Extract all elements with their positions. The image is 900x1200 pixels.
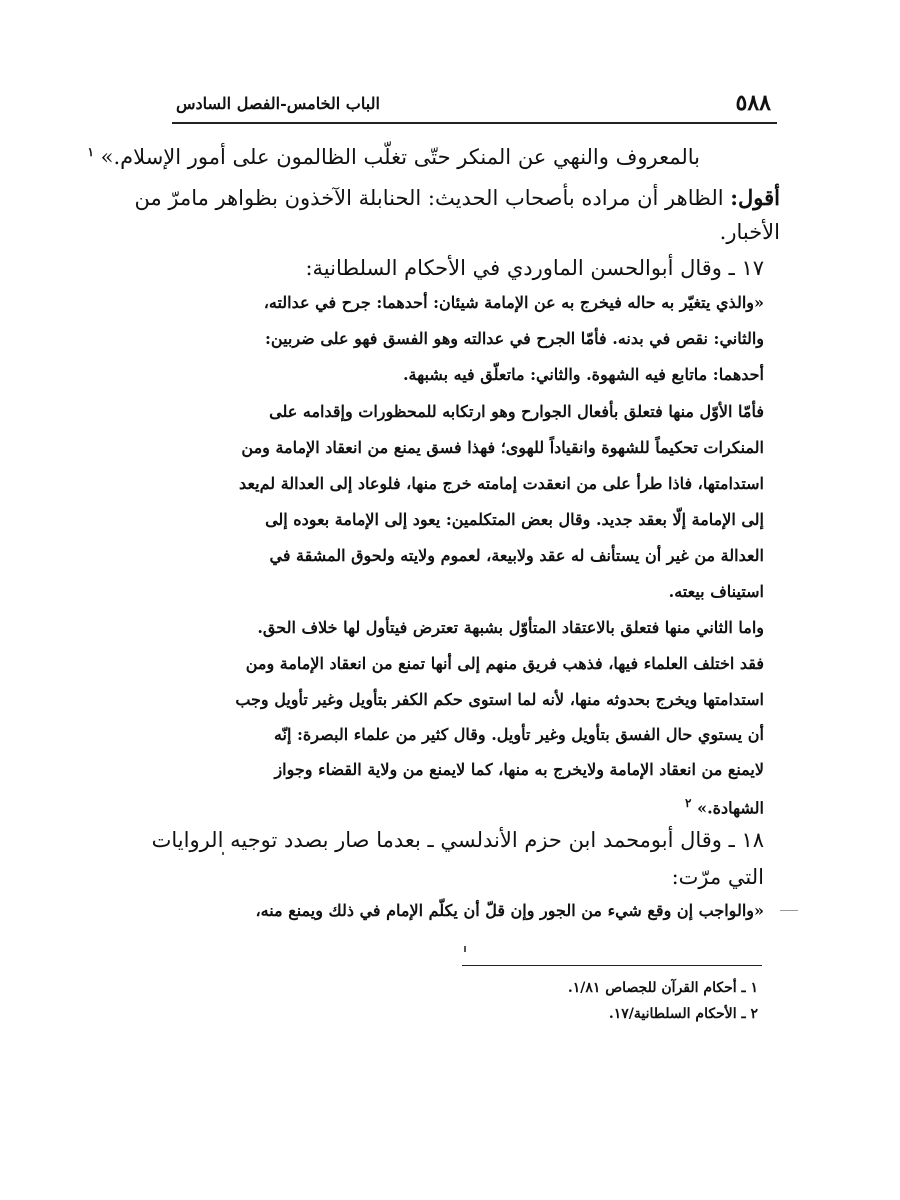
- quote-line-6: استدامتها، فاذا طرأ على من انعقدت إمامته خرج منها، فلوعاد إلى العدالة لم‌يعد: [239, 474, 764, 493]
- aqul-label: أقول:: [730, 185, 780, 210]
- quote-line-14: لايمنع من انعقاد الإمامة ولايخرج به منها، كما لايمنع من ولاية القضاء وجواز: [274, 760, 764, 779]
- quote-line-12: استدامتها ويخرج بحدوثه منها، لأنه لما استوى حكم الكفر بتأويل وغير تأويل وجب: [235, 690, 764, 709]
- scan-speck: [464, 946, 466, 952]
- item-17-heading: ١٧ ـ وقال أبوالحسن الماوردي في الأحكام السلطانية:: [305, 256, 764, 280]
- quote-line-13: أن يستوي حال الفسق بتأويل وغير تأويل. وقال كثير من علماء البصرة: إنّه: [273, 725, 764, 744]
- quote-line-10: واما الثاني منها فتعلق بالاعتقاد المتأوّل بشبهة تعترض فيتأول لها خلاف الحق.: [257, 618, 764, 637]
- chapter-title: الباب الخامس-الفصل السادس: [176, 94, 380, 113]
- quote-line-9: استيناف بيعته.: [668, 582, 764, 601]
- footnote-divider: [462, 965, 762, 966]
- text-line-item-18-cont: التي مرّت:: [671, 865, 764, 889]
- page-number: ٥٨٨: [735, 90, 771, 116]
- quote-line-15: الشهادة.» $^٢$: [685, 796, 764, 818]
- quote-line-2: والثاني: نقص في بدنه. فأمّا الجرح في عدالته وهو الفسق فهو على ضربين:: [264, 329, 764, 348]
- page-header: [172, 88, 777, 124]
- text-line-1: بالمعروف والنهي عن المنكر حتّى تغلّب الظالمون على أمور الإسلام.» $^١$: [87, 145, 700, 169]
- quote-line-1: «والذي يتغيّر به حاله فيخرج به عن الإمامة شيئان: أحدهما: جرح في عدالته،: [263, 293, 764, 312]
- footnote-marker-1: ١: [87, 145, 94, 159]
- quote-line-16: «والواجب إن وقع شيء من الجور وإن قلّ أن يكلّم الإمام في ذلك ويمنع منه،: [255, 901, 764, 920]
- item-18-heading: ١٨ ـ وقال أبومحمد ابن حزم الأندلسي ـ بعدما صار بصدد توجيه الروايات: [151, 828, 764, 852]
- quote-line-11: فقد اختلف العلماء فيها، فذهب فريق منهم إلى أنها تمنع من انعقاد الإمامة ومن: [245, 654, 764, 673]
- text-line-3: الأخبار.: [719, 220, 780, 244]
- footnote-1: ١ ـ أحكام القرآن للجصاص ١/٨١.: [567, 980, 758, 996]
- quote-line-4: فأمّا الأوّل منها فتعلق بأفعال الجوارح وهو ارتكابه للمحظورات وإقدامه على: [269, 402, 764, 421]
- quote-line-5: المنكرات تحكيماً للشهوة وانقياداً للهوى؛ فهذا فسق يمنع من انعقاد الإمامة ومن: [241, 438, 764, 457]
- quote-line-8: العدالة من غير أن يستأنف له عقد ولابيعة، لعموم ولايته ولحوق المشقة في: [269, 546, 764, 565]
- scan-speck: [780, 910, 798, 911]
- quote-line-7: إلى الإمامة إلّا بعقد جديد. وقال بعض المتكلمين: يعود إلى الإمامة بعوده إلى: [265, 510, 764, 529]
- scan-speck: [222, 852, 224, 855]
- footnote-2: ٢ ـ الأحكام السلطانية/١٧.: [608, 1006, 758, 1022]
- quote-line-3: أحدهما: ماتابع فيه الشهوة. والثاني: ماتعلّق فيه بشبهة.: [402, 365, 764, 384]
- text-line-2: أقول: الظاهر أن مراده بأصحاب الحديث: الحنابلة الآخذون بظواهر مامرّ من: [134, 185, 780, 210]
- footnote-marker-2: ٢: [685, 796, 692, 810]
